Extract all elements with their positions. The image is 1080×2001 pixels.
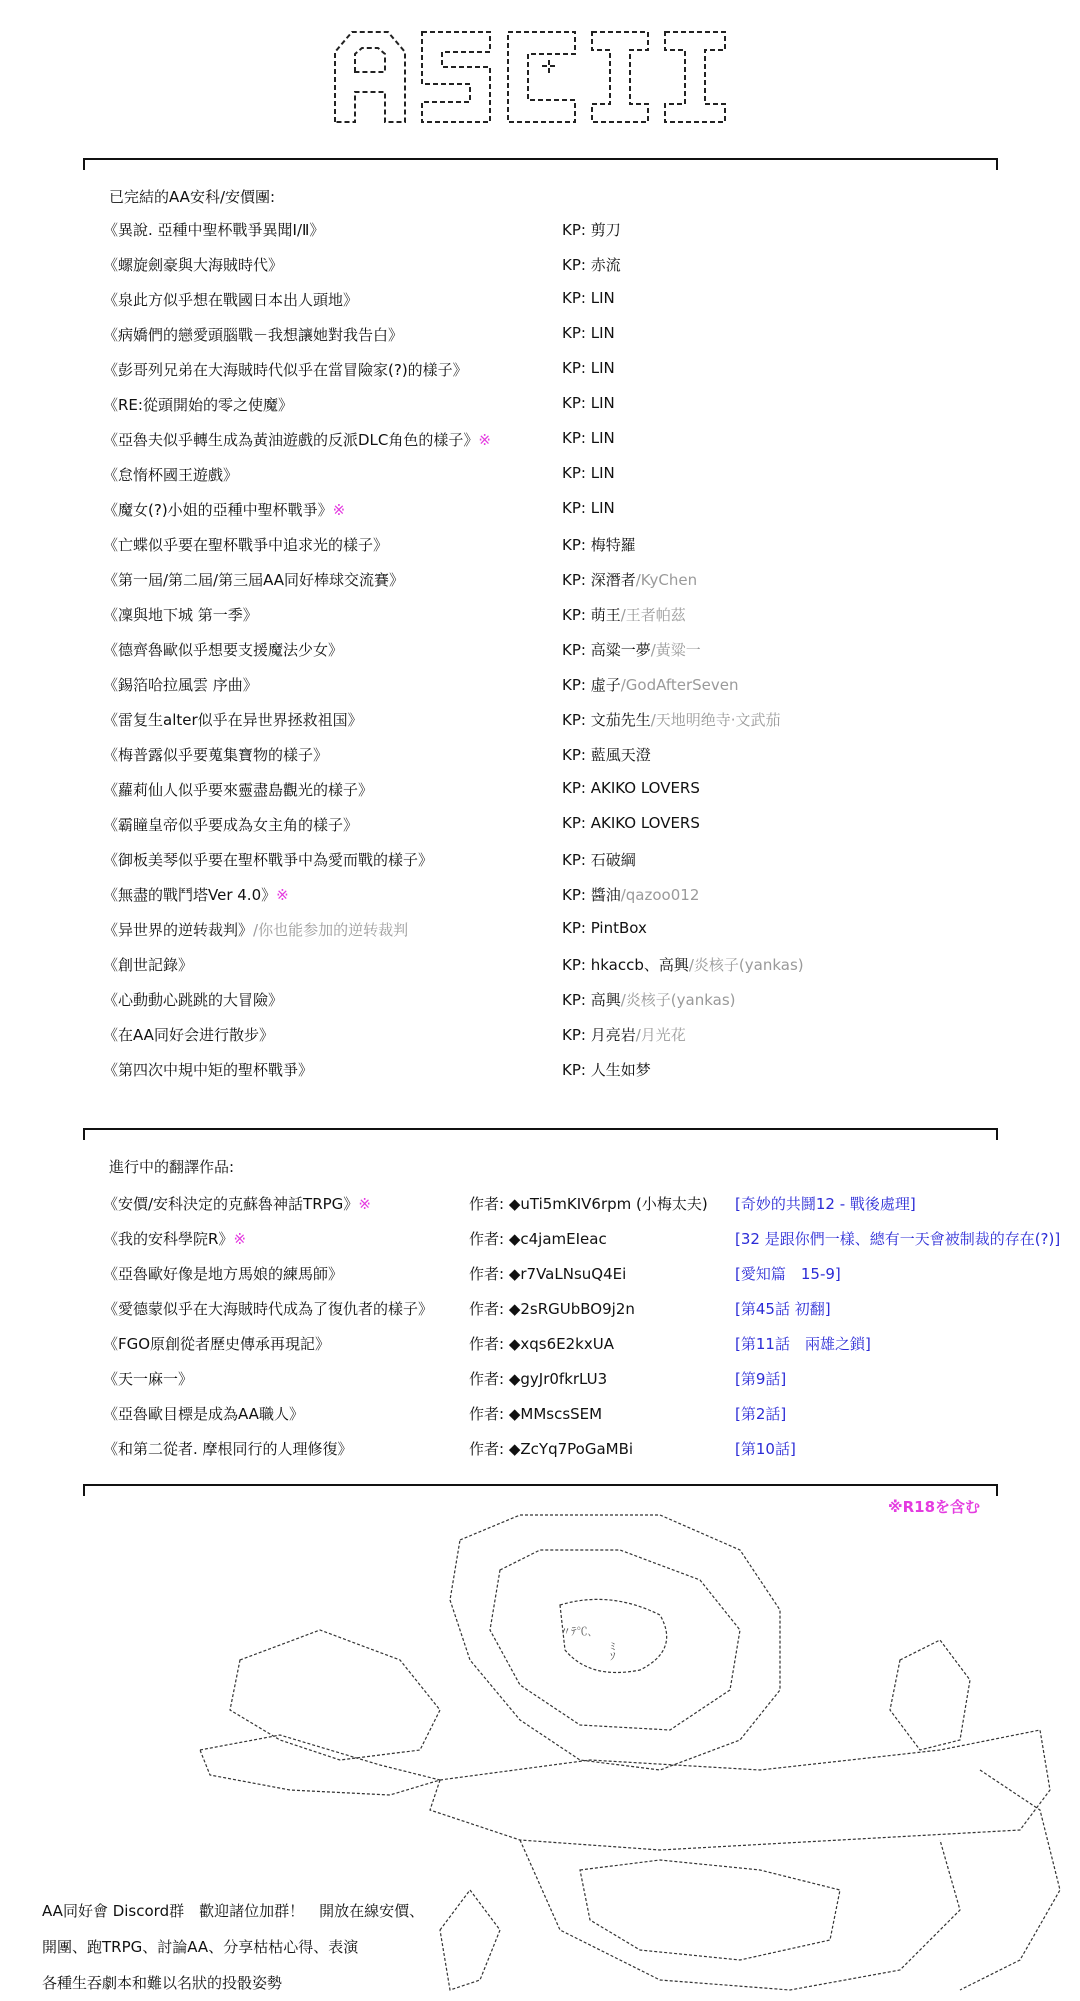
kp-cell	[562, 324, 615, 342]
latest-chapter-link[interactable]: [32 是跟你們一樣、總有一天會被制裁的存在(?)]	[735, 1230, 1061, 1248]
work-title-cell	[103, 1059, 313, 1080]
work-title[interactable]: 《愛德蒙似乎在大海賊時代成為了復仇者的樣子》	[103, 1300, 434, 1318]
kp-cell	[562, 219, 621, 240]
kp-prefix: KP:	[562, 746, 586, 764]
work-title-cell	[103, 674, 258, 695]
author-trip: ◆c4jamEIeac	[508, 1230, 607, 1248]
kp-cell	[562, 709, 781, 730]
completed-section-label: 已完結的AA安科/安價團:	[109, 188, 276, 206]
work-title[interactable]: 《泉此方似乎想在戰國日本出人頭地》	[103, 291, 359, 309]
work-title-cell	[103, 814, 358, 835]
author-trip: ◆uTi5mKIV6rpm (小梅太夫)	[508, 1195, 708, 1213]
kp-name: 赤流	[590, 256, 621, 274]
author-prefix: 作者:	[469, 1195, 505, 1213]
kp-alias: /王者帕茲	[620, 606, 686, 624]
kp-name: LIN	[590, 394, 615, 412]
author-trip: ◆ZcYq7PoGaMBi	[508, 1440, 634, 1458]
work-title[interactable]: 《亡蝶似乎要在聖杯戰爭中追求光的樣子》	[103, 536, 389, 554]
kp-alias: /黃粱一	[650, 641, 701, 659]
work-title[interactable]: 《梅普露似乎要蒐集寶物的樣子》	[103, 746, 329, 764]
work-title[interactable]: 《亞魯歐好像是地方馬娘的練馬師》	[103, 1265, 344, 1283]
author-prefix: 作者:	[469, 1300, 505, 1318]
author-trip: ◆xqs6E2kxUA	[508, 1335, 614, 1353]
kp-prefix: KP:	[562, 641, 586, 659]
work-title[interactable]: 《在AA同好会进行散步》	[103, 1026, 274, 1044]
kp-prefix: KP:	[562, 919, 586, 937]
author-cell	[469, 1368, 607, 1389]
kp-name: 文茄先生	[590, 711, 651, 729]
work-title[interactable]: 《創世記錄》	[103, 956, 194, 974]
author-cell	[469, 1263, 626, 1284]
kp-cell	[562, 499, 615, 517]
divider-top	[83, 158, 998, 160]
work-title[interactable]: 《和第二從者. 摩根同行的人理修復》	[103, 1440, 353, 1458]
kp-prefix: KP:	[562, 324, 586, 342]
latest-chapter-link[interactable]: [第9話]	[735, 1370, 787, 1388]
work-title[interactable]: 《第一屆/第二屆/第三屆AA同好棒球交流賽》	[103, 571, 405, 589]
work-title[interactable]: 《錫箔哈拉風雲 序曲》	[103, 676, 258, 694]
divider-middle	[83, 1128, 998, 1130]
kp-name: LIN	[590, 289, 615, 307]
kp-prefix: KP:	[562, 991, 586, 1009]
kp-alias: /qazoo012	[620, 886, 700, 904]
work-title-cell	[103, 429, 491, 450]
work-title-cell	[103, 1228, 246, 1249]
work-title[interactable]: 《無盡的戰鬥塔Ver 4.0》	[103, 886, 277, 904]
kp-prefix: KP:	[562, 711, 586, 729]
divider-bottom	[83, 1484, 998, 1486]
kp-cell	[562, 604, 686, 625]
work-title-cell	[103, 1368, 193, 1389]
ongoing-section-label: 進行中的翻譯作品:	[109, 1158, 235, 1176]
kp-prefix: KP:	[562, 1061, 586, 1079]
r18-mark: ※	[478, 431, 491, 449]
work-title[interactable]: 《御板美琴似乎要在聖杯戰爭中為愛而戰的樣子》	[103, 851, 434, 869]
kp-cell	[562, 639, 701, 660]
kp-cell	[562, 359, 615, 377]
kp-prefix: KP:	[562, 886, 586, 904]
author-cell	[469, 1193, 708, 1214]
author-prefix: 作者:	[469, 1405, 505, 1423]
work-title[interactable]: 《怠惰杯國王遊戲》	[103, 466, 239, 484]
author-cell	[469, 1438, 633, 1459]
work-title-cell	[103, 989, 283, 1010]
work-title-cell	[103, 1263, 343, 1284]
kp-cell	[562, 569, 697, 590]
kp-alias: /KyChen	[635, 571, 698, 589]
kp-prefix: KP:	[562, 359, 586, 377]
kp-name: LIN	[590, 429, 615, 447]
kp-name: 剪刀	[590, 221, 621, 239]
latest-chapter-link[interactable]: [愛知篇 15-9]	[735, 1265, 841, 1283]
author-prefix: 作者:	[469, 1370, 505, 1388]
kp-alias: /GodAfterSeven	[620, 676, 739, 694]
discord-line-1: AA同好會 Discord群 歡迎諸位加群！ 開放在線安價、	[42, 1902, 425, 1920]
author-trip: ◆gyJr0fkrLU3	[508, 1370, 608, 1388]
kp-alias: /月光花	[635, 1026, 686, 1044]
work-title-cell	[103, 744, 328, 765]
work-title[interactable]: 《第四次中規中矩的聖杯戰爭》	[103, 1061, 314, 1079]
author-trip: ◆r7VaLNsuQ4Ei	[508, 1265, 627, 1283]
work-title-cell	[103, 1298, 433, 1319]
author-cell	[469, 1298, 635, 1319]
kp-name: 萌王	[590, 606, 621, 624]
author-cell	[469, 1403, 602, 1424]
latest-chapter-link[interactable]: [第10話]	[735, 1440, 796, 1458]
work-title-cell	[103, 779, 373, 800]
author-prefix: 作者:	[469, 1265, 505, 1283]
work-title[interactable]: 《安價/安科決定的克蘇魯神話TRPG》	[103, 1195, 359, 1213]
work-title-cell	[103, 1333, 330, 1354]
kp-name: PintBox	[590, 919, 647, 937]
work-title[interactable]: 《RE:從頭開始的零之使魔》	[103, 396, 293, 414]
author-prefix: 作者:	[469, 1335, 505, 1353]
work-title[interactable]: 《亞魯夫似乎轉生成為黃油遊戲的反派DLC角色的樣子》	[103, 431, 479, 449]
svg-text:ｿ: ｿ	[610, 1650, 616, 1663]
work-title-cell	[103, 254, 283, 275]
kp-prefix: KP:	[562, 956, 586, 974]
kp-name: 高興	[590, 991, 621, 1009]
work-title-cell	[103, 289, 358, 310]
work-title-cell	[103, 534, 388, 555]
latest-chapter-link[interactable]: [奇妙的共鬪12 - 戰後處理]	[735, 1195, 916, 1213]
kp-name: AKIKO LOVERS	[590, 779, 700, 797]
kp-prefix: KP:	[562, 289, 586, 307]
author-cell	[469, 1333, 614, 1354]
author-prefix: 作者:	[469, 1440, 505, 1458]
kp-prefix: KP:	[562, 676, 586, 694]
kp-cell	[562, 534, 636, 555]
work-title[interactable]: 《我的安科學院R》	[103, 1230, 234, 1248]
kp-prefix: KP:	[562, 779, 586, 797]
kp-cell	[562, 814, 700, 832]
work-title-cell	[103, 709, 363, 730]
work-title[interactable]: 《螺旋劍豪與大海賊時代》	[103, 256, 284, 274]
work-title[interactable]: 《雷复生alter似乎在异世界拯救祖国》	[103, 711, 363, 729]
kp-alias: /炎核子(yankas)	[620, 991, 736, 1009]
kp-name: hkaccb、高興	[590, 956, 689, 974]
kp-name: 高粱一夢	[590, 641, 651, 659]
r18-mark: ※	[233, 1230, 247, 1248]
work-title[interactable]: 《FGO原創從者歷史傳承再現記》	[103, 1335, 331, 1353]
work-title[interactable]: 《病嬌們的戀愛頭腦戰－我想讓她對我告白》	[103, 326, 404, 344]
kp-name: 虛子	[590, 676, 621, 694]
kp-cell	[562, 884, 699, 905]
kp-cell	[562, 394, 615, 412]
svg-text:ﾐ: ﾐ	[610, 1640, 616, 1653]
work-title-cell	[103, 464, 238, 485]
work-title[interactable]: 《異說. 亞種中聖杯戰爭異聞Ⅰ/Ⅱ》	[103, 221, 325, 239]
kp-cell	[562, 464, 615, 482]
kp-name: LIN	[590, 324, 615, 342]
kp-prefix: KP:	[562, 499, 586, 517]
work-title-cell	[103, 1024, 274, 1045]
kp-prefix: KP:	[562, 536, 586, 554]
work-title[interactable]: 《蘿莉仙人似乎要來靈盡島觀光的樣子》	[103, 781, 374, 799]
svg-text:〃ﾃ℃､: 〃ﾃ℃､	[560, 1625, 593, 1638]
author-trip: ◆2sRGUbBO9j2n	[508, 1300, 635, 1318]
kp-name: 梅特羅	[590, 536, 636, 554]
kp-cell	[562, 289, 615, 307]
kp-cell	[562, 849, 636, 870]
kp-name: AKIKO LOVERS	[590, 814, 700, 832]
author-trip: ◆MMscsSEM	[508, 1405, 603, 1423]
work-title[interactable]: 《凜與地下城 第一季》	[103, 606, 258, 624]
kp-name: 石破綱	[590, 851, 636, 869]
discord-line-2: 開團、跑TRPG、討論AA、分享枯枯心得、表演	[42, 1938, 359, 1956]
work-title-cell	[103, 639, 343, 660]
work-title[interactable]: 《霸瞳皇帝似乎要成為女主角的樣子》	[103, 816, 359, 834]
kp-cell	[562, 989, 736, 1010]
kp-prefix: KP:	[562, 429, 586, 447]
kp-name: 深潛者	[590, 571, 636, 589]
kp-cell	[562, 1059, 651, 1080]
work-title-cell	[103, 604, 258, 625]
kp-name: 藍風天澄	[590, 746, 651, 764]
work-title-cell	[103, 219, 324, 240]
work-title[interactable]: 《异世界的逆转裁判》	[103, 921, 254, 939]
kp-name: LIN	[590, 464, 615, 482]
work-title-cell	[103, 919, 408, 940]
author-cell	[469, 1228, 607, 1249]
kp-cell	[562, 919, 647, 937]
work-title-cell	[103, 394, 293, 415]
r18-mark: ※	[358, 1195, 371, 1213]
kp-cell	[562, 674, 739, 695]
kp-prefix: KP:	[562, 221, 586, 239]
kp-name: LIN	[590, 499, 615, 517]
work-title[interactable]: 《魔女(?)小姐的亞種中聖杯戰爭》	[103, 501, 333, 519]
work-title[interactable]: 《亞魯歐目標是成為AA職人》	[103, 1405, 304, 1423]
kp-cell	[562, 744, 651, 765]
work-title-cell	[103, 849, 433, 870]
kp-name: 月亮岩	[590, 1026, 636, 1044]
kp-prefix: KP:	[562, 256, 586, 274]
discord-promo	[42, 1893, 442, 2001]
work-title-cell	[103, 324, 403, 345]
kp-cell	[562, 1024, 686, 1045]
discord-line-3: 各種生吞劇本和難以名狀的投骰姿勢	[42, 1974, 283, 1992]
work-title-cell	[103, 1438, 353, 1459]
r18-note: ※R18を含む	[888, 1498, 981, 1516]
kp-cell	[562, 779, 700, 797]
kp-cell	[562, 254, 621, 275]
work-title-extra: /你也能参加的逆转裁判	[253, 921, 409, 939]
latest-chapter-link[interactable]: [第11話 兩雄之鎖]	[735, 1335, 871, 1353]
kp-name: 醬油	[590, 886, 621, 904]
work-title-cell	[103, 499, 345, 520]
kp-alias: /天地明绝寺·文武茄	[650, 711, 781, 729]
work-title-cell	[103, 569, 404, 590]
work-title-cell	[103, 1403, 304, 1424]
kp-name: LIN	[590, 359, 615, 377]
kp-prefix: KP:	[562, 394, 586, 412]
latest-chapter-link[interactable]: [第2話]	[735, 1405, 787, 1423]
kp-prefix: KP:	[562, 814, 586, 832]
kp-prefix: KP:	[562, 464, 586, 482]
latest-chapter-link[interactable]: [第45話 初翻]	[735, 1300, 831, 1318]
work-title-cell	[103, 1193, 371, 1214]
r18-mark: ※	[276, 886, 289, 904]
work-title[interactable]: 《天一麻一》	[103, 1370, 194, 1388]
kp-cell	[562, 954, 804, 975]
kp-prefix: KP:	[562, 1026, 586, 1044]
ascii-logo	[330, 22, 730, 132]
work-title[interactable]: 《彭哥列兄弟在大海賊時代似乎在當冒險家(?)的樣子》	[103, 361, 468, 379]
work-title-cell	[103, 359, 468, 380]
kp-name: 人生如梦	[590, 1061, 651, 1079]
work-title-cell	[103, 884, 289, 905]
kp-prefix: KP:	[562, 571, 586, 589]
author-prefix: 作者:	[469, 1230, 505, 1248]
work-title[interactable]: 《德齊魯歐似乎想要支援魔法少女》	[103, 641, 344, 659]
kp-alias: /炎核子(yankas)	[688, 956, 804, 974]
kp-cell	[562, 429, 615, 447]
work-title-cell	[103, 954, 193, 975]
kp-prefix: KP:	[562, 606, 586, 624]
r18-mark: ※	[332, 501, 346, 519]
work-title[interactable]: 《心動動心跳跳的大冒險》	[103, 991, 284, 1009]
kp-prefix: KP:	[562, 851, 586, 869]
